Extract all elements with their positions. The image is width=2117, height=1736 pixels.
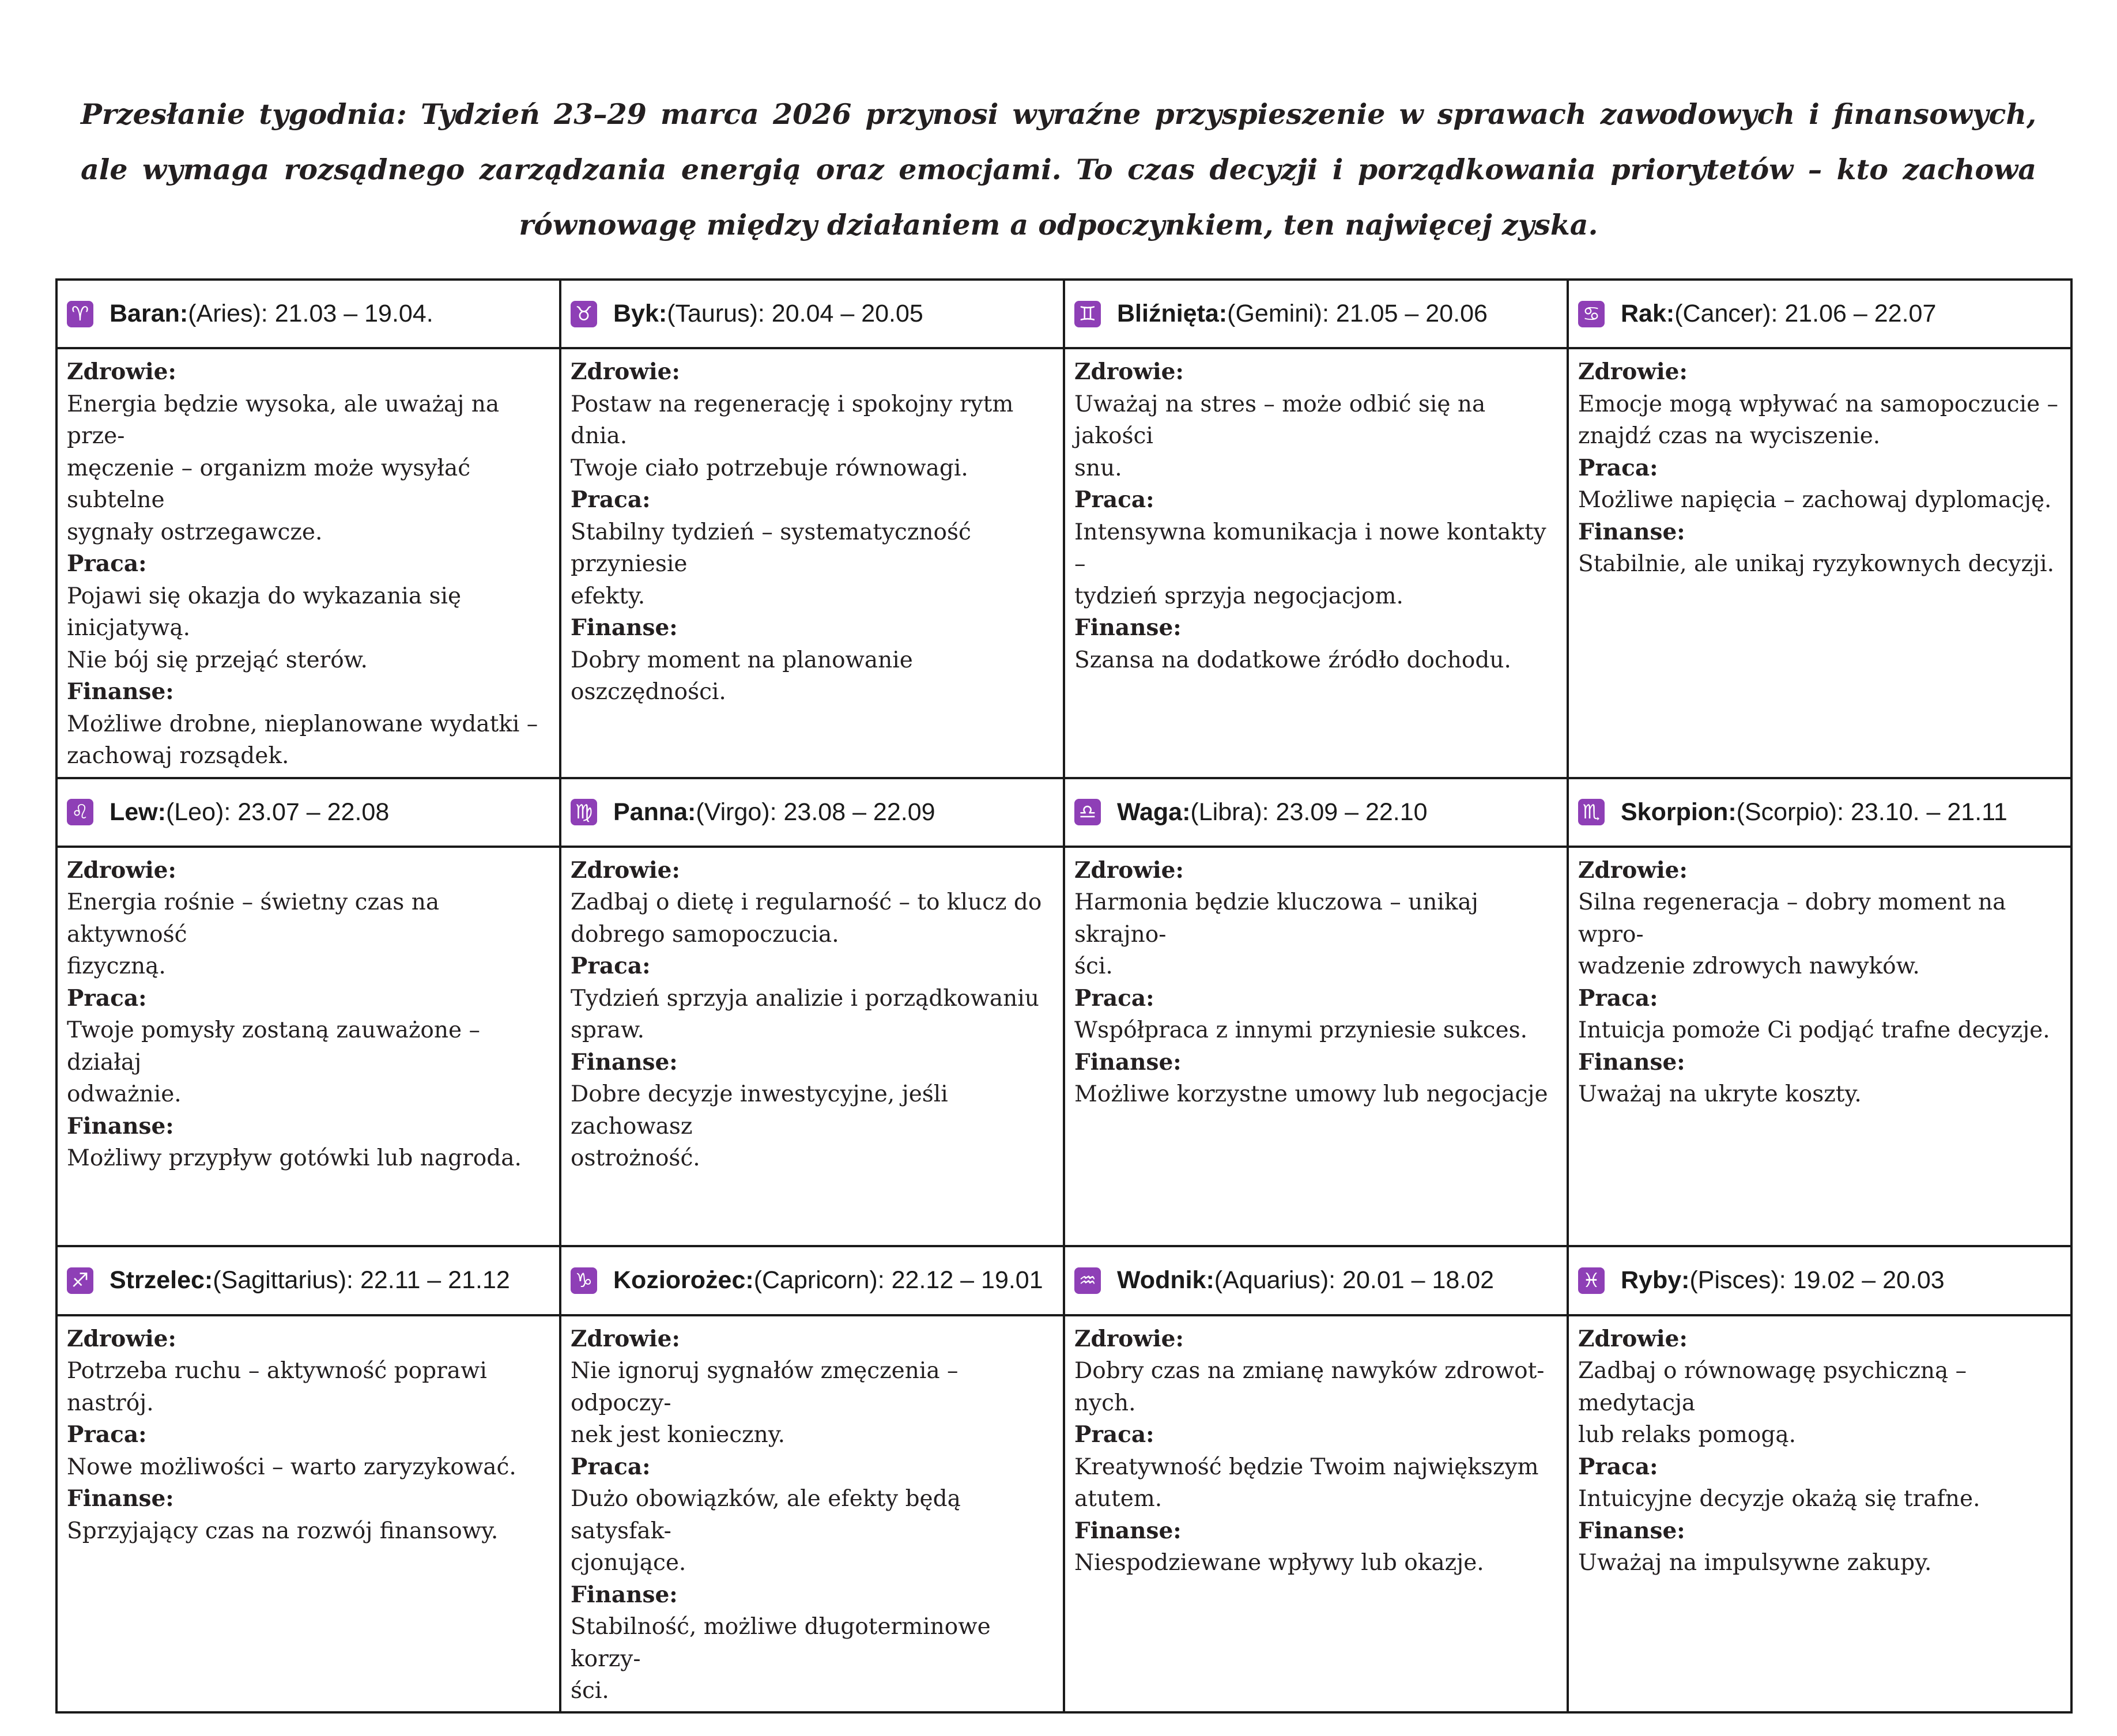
work-text: Tydzień sprzyja analizie i porządkowaniu spraw. — [571, 985, 1039, 1044]
finance-label: Finanse: — [67, 678, 174, 705]
sign-forecast — [1065, 349, 1567, 676]
sign-header-cell — [56, 778, 560, 847]
work-label: Praca: — [1578, 984, 1658, 1012]
work-label: Praca: — [67, 550, 147, 578]
sign-header-cell — [1568, 778, 2071, 847]
work-text: Pojawi się okazja do wykazania się inicjatywą. Nie bój się przejąć sterów. — [67, 583, 462, 673]
finance-label: Finanse: — [67, 1485, 174, 1512]
work-text: Intensywna komunikacja i nowe kontakty – tydzień sprzyja negocjacjom. — [1074, 519, 1546, 609]
sign-name: Panna: — [613, 798, 696, 826]
sign-header-cell — [1064, 1246, 1568, 1315]
work-label: Praca: — [1074, 486, 1154, 514]
health-text: Silna regeneracja – dobry moment na wpro- wadzenie zdrowych nawyków. — [1578, 889, 2006, 980]
sign-header — [58, 281, 559, 347]
sign-header-row — [56, 778, 2071, 847]
sign-header-row — [56, 1246, 2071, 1315]
sign-forecast-cell — [560, 348, 1064, 778]
work-text: Intuicja pomoże Ci podjąć trafne decyzje. — [1578, 1017, 2050, 1044]
sign-name: Byk: — [613, 300, 667, 328]
work-label: Praca: — [1578, 1453, 1658, 1480]
work-text: Dużo obowiązków, ale efekty będą satysfak- cjonujące. — [571, 1486, 961, 1576]
health-label: Zdrowie: — [571, 856, 680, 884]
sign-name: Rak: — [1621, 300, 1675, 328]
sign-body-row — [56, 1315, 2071, 1712]
capricorn-icon: ♑ — [571, 1267, 597, 1294]
work-label: Praca: — [571, 953, 651, 980]
sign-forecast-cell — [56, 847, 560, 1246]
sign-forecast-cell — [1568, 348, 2071, 778]
work-text: Twoje pomysły zostaną zauważone – działaj odważnie. — [67, 1017, 481, 1108]
sign-forecast-cell — [1568, 1315, 2071, 1712]
sign-forecast — [561, 349, 1063, 708]
sign-body-row — [56, 348, 2071, 778]
health-text: Dobry czas na zmianę nawyków zdrowot- nych. — [1074, 1358, 1545, 1416]
work-label: Praca: — [67, 1421, 147, 1448]
sign-dates: (Taurus): 20.04 – 20.05 — [667, 300, 923, 328]
sign-header — [1065, 1247, 1567, 1314]
cancer-icon: ♋ — [1578, 301, 1605, 327]
finance-text: Stabilność, możliwe długoterminowe korzy- ści. — [571, 1614, 991, 1704]
health-label: Zdrowie: — [67, 358, 176, 386]
work-label: Praca: — [571, 486, 651, 514]
health-label: Zdrowie: — [571, 358, 680, 386]
finance-label: Finanse: — [67, 1112, 174, 1139]
sign-name: Koziorożec: — [613, 1266, 754, 1295]
finance-text: Możliwy przypływ gotówki lub nagroda. — [67, 1145, 522, 1172]
finance-text: Szansa na dodatkowe źródło dochodu. — [1074, 647, 1511, 673]
sign-header-cell — [1568, 1246, 2071, 1315]
finance-text: Stabilnie, ale unikaj ryzykownych decyzji. — [1578, 551, 2054, 578]
sign-forecast-cell — [56, 1315, 560, 1712]
sign-forecast-cell — [560, 1315, 1064, 1712]
work-label: Praca: — [1074, 984, 1154, 1012]
work-label: Praca: — [571, 1453, 651, 1480]
sign-header — [1569, 1247, 2070, 1314]
finance-text: Dobre decyzje inwestycyjne, jeśli zachowasz ostrożność. — [571, 1081, 948, 1172]
finance-label: Finanse: — [1578, 1517, 1685, 1544]
finance-text: Niespodziewane wpływy lub okazje. — [1074, 1550, 1484, 1576]
health-label: Zdrowie: — [1578, 1325, 1688, 1352]
finance-label: Finanse: — [1578, 518, 1685, 545]
sign-forecast — [1569, 848, 2070, 1111]
sign-forecast — [561, 848, 1063, 1175]
finance-label: Finanse: — [1074, 614, 1182, 641]
sign-name: Strzelec: — [110, 1266, 213, 1295]
aries-icon: ♈ — [67, 301, 93, 327]
sign-header — [1569, 281, 2070, 347]
work-text: Kreatywność będzie Twoim największym atutem. — [1074, 1454, 1539, 1512]
taurus-icon: ♉ — [571, 301, 597, 327]
sign-header-cell — [1064, 778, 1568, 847]
sign-forecast — [58, 848, 559, 1175]
health-text: Uważaj na stres – może odbić się na jakości snu. — [1074, 391, 1486, 481]
sign-header — [1569, 779, 2070, 846]
sign-forecast-cell — [560, 847, 1064, 1246]
virgo-icon: ♍ — [571, 799, 597, 825]
finance-text: Uważaj na ukryte koszty. — [1578, 1081, 1862, 1108]
sign-body-row — [56, 847, 2071, 1246]
health-label: Zdrowie: — [1578, 856, 1688, 884]
sign-name: Waga: — [1117, 798, 1191, 826]
health-text: Emocje mogą wpływać na samopoczucie – znajdź czas na wyciszenie. — [1578, 391, 2059, 450]
health-label: Zdrowie: — [1578, 358, 1688, 386]
sign-forecast — [58, 1316, 559, 1548]
sign-forecast-cell — [56, 348, 560, 778]
sign-dates: (Aries): 21.03 – 19.04. — [188, 300, 433, 328]
aquarius-icon: ♒ — [1074, 1267, 1101, 1294]
sign-forecast-cell — [1064, 1315, 1568, 1712]
sign-forecast — [1065, 1316, 1567, 1579]
health-label: Zdrowie: — [67, 856, 176, 884]
finance-label: Finanse: — [571, 1581, 678, 1608]
health-label: Zdrowie: — [571, 1325, 680, 1352]
sign-header — [561, 281, 1063, 347]
weekly-message: Przesłanie tygodnia: Tydzień 23–29 marca 2026 przynosi wyraźne przyspieszenie w sprawach zawodowych i finansowych, ale wymaga rozsądnego zarządzania energią oraz emocjami. To czas decyzji i porządkowania priorytetów – kto zachowa równowagę między działaniem a odpoczynkiem, ten najwięcej zyska. — [81, 97, 2036, 241]
sagittarius-icon: ♐ — [67, 1267, 93, 1294]
sign-forecast-cell — [1568, 847, 2071, 1246]
health-text: Nie ignoruj sygnałów zmęczenia – odpoczy- nek jest konieczny. — [571, 1358, 959, 1448]
sign-forecast — [1065, 848, 1567, 1111]
sign-header — [1065, 779, 1567, 846]
work-label: Praca: — [1578, 454, 1658, 481]
sign-name: Wodnik: — [1117, 1266, 1214, 1295]
sign-header-cell — [1064, 280, 1568, 348]
work-text: Intuicyjne decyzje okażą się trafne. — [1578, 1486, 1980, 1512]
sign-dates: (Libra): 23.09 – 22.10 — [1190, 798, 1428, 826]
sign-header-cell — [560, 280, 1064, 348]
health-label: Zdrowie: — [1074, 856, 1184, 884]
sign-forecast — [58, 349, 559, 772]
sign-forecast — [561, 1316, 1063, 1707]
sign-dates: (Capricorn): 22.12 – 19.01 — [753, 1266, 1043, 1295]
horoscope-table — [55, 278, 2073, 1714]
health-label: Zdrowie: — [1074, 1325, 1184, 1352]
sign-dates: (Pisces): 19.02 – 20.03 — [1689, 1266, 1945, 1295]
health-text: Zadbaj o dietę i regularność – to klucz do dobrego samopoczucia. — [571, 889, 1042, 948]
sign-header — [561, 1247, 1063, 1314]
finance-label: Finanse: — [571, 614, 678, 641]
sign-dates: (Gemini): 21.05 – 20.06 — [1227, 300, 1488, 328]
work-text: Możliwe napięcia – zachowaj dyplomację. — [1578, 487, 2052, 514]
sign-header — [561, 779, 1063, 846]
libra-icon: ♎ — [1074, 799, 1101, 825]
sign-forecast-cell — [1064, 348, 1568, 778]
sign-header-cell — [56, 280, 560, 348]
work-text: Stabilny tydzień – systematyczność przyniesie efekty. — [571, 519, 971, 609]
finance-label: Finanse: — [1578, 1048, 1685, 1075]
sign-name: Baran: — [110, 300, 188, 328]
sign-dates: (Sagittarius): 22.11 – 21.12 — [213, 1266, 510, 1295]
sign-dates: (Scorpio): 23.10. – 21.11 — [1736, 798, 2007, 826]
health-text: Postaw na regenerację i spokojny rytm dnia. Twoje ciało potrzebuje równowagi. — [571, 391, 1014, 481]
health-text: Zadbaj o równowagę psychiczną – medytacja lub relaks pomogą. — [1578, 1358, 1967, 1448]
work-text: Współpraca z innymi przyniesie sukces. — [1074, 1017, 1527, 1044]
gemini-icon: ♊ — [1074, 301, 1101, 327]
finance-label: Finanse: — [571, 1048, 678, 1075]
health-text: Potrzeba ruchu – aktywność poprawi nastrój. — [67, 1358, 487, 1416]
sign-header-row — [56, 280, 2071, 348]
finance-label: Finanse: — [1074, 1048, 1182, 1075]
health-label: Zdrowie: — [1074, 358, 1184, 386]
sign-dates: (Leo): 23.07 – 22.08 — [165, 798, 390, 826]
finance-text: Możliwe drobne, nieplanowane wydatki – zachowaj rozsądek. — [67, 711, 538, 769]
leo-icon: ♌ — [67, 799, 93, 825]
sign-header — [58, 779, 559, 846]
scorpio-icon: ♏ — [1578, 799, 1605, 825]
sign-name: Bliźnięta: — [1117, 300, 1228, 328]
sign-header — [1065, 281, 1567, 347]
sign-header-cell — [560, 1246, 1064, 1315]
sign-header-cell — [56, 1246, 560, 1315]
sign-header-cell — [560, 778, 1064, 847]
sign-name: Ryby: — [1621, 1266, 1690, 1295]
finance-text: Możliwe korzystne umowy lub negocjacje — [1074, 1081, 1548, 1108]
sign-forecast-cell — [1064, 847, 1568, 1246]
sign-header — [58, 1247, 559, 1314]
sign-dates: (Cancer): 21.06 – 22.07 — [1674, 300, 1937, 328]
health-text: Harmonia będzie kluczowa – unikaj skrajno- ści. — [1074, 889, 1478, 980]
sign-dates: (Virgo): 23.08 – 22.09 — [696, 798, 935, 826]
work-label: Praca: — [1074, 1421, 1154, 1448]
sign-name: Skorpion: — [1621, 798, 1737, 826]
sign-header-cell — [1568, 280, 2071, 348]
work-text: Nowe możliwości – warto zaryzykować. — [67, 1454, 516, 1480]
finance-text: Sprzyjający czas na rozwój finansowy. — [67, 1518, 499, 1544]
sign-dates: (Aquarius): 20.01 – 18.02 — [1214, 1266, 1495, 1295]
sign-forecast — [1569, 1316, 2070, 1579]
sign-name: Lew: — [110, 798, 166, 826]
work-label: Praca: — [67, 984, 147, 1012]
health-text: Energia będzie wysoka, ale uważaj na prze- męczenie – organizm może wysyłać subtelne sygnały ostrzegawcze. — [67, 391, 500, 545]
finance-text: Uważaj na impulsywne zakupy. — [1578, 1550, 1932, 1576]
finance-label: Finanse: — [1074, 1517, 1182, 1544]
pisces-icon: ♓ — [1578, 1267, 1605, 1294]
sign-forecast — [1569, 349, 2070, 580]
health-label: Zdrowie: — [67, 1325, 176, 1352]
finance-text: Dobry moment na planowanie oszczędności. — [571, 647, 913, 705]
health-text: Energia rośnie – świetny czas na aktywność fizyczną. — [67, 889, 440, 980]
